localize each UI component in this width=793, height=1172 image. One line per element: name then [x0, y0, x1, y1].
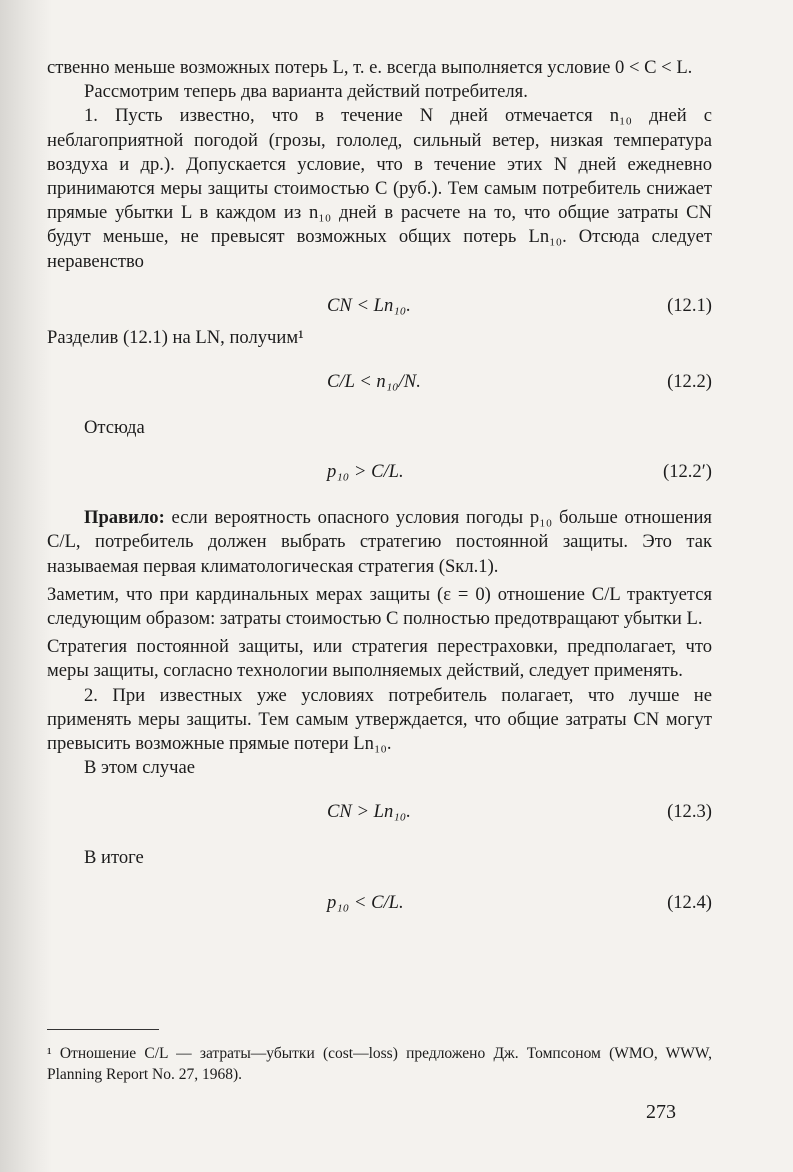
- page-body: [47, 56, 712, 937]
- paragraph-this-case: В этом случае: [84, 757, 195, 779]
- paragraph-hence: Отсюда: [84, 417, 145, 439]
- formula-12-1: [47, 294, 712, 318]
- paragraph-result: В итоге: [84, 847, 144, 869]
- formula-12-3: [47, 800, 712, 824]
- formula-expression: C/L < n₁₀/N.: [327, 371, 421, 393]
- rule-lead: Правило:: [84, 507, 165, 529]
- formula-12-2: [47, 370, 712, 394]
- formula-number: (12.1): [667, 294, 712, 316]
- formula-12-4: [47, 891, 712, 915]
- binding-shadow: [0, 0, 52, 1172]
- formula-12-2-prime: [47, 460, 712, 484]
- paragraph-rule: [47, 506, 712, 579]
- paragraph-divide: Разделив (12.1) на LN, получим¹: [47, 326, 304, 348]
- formula-number: (12.4): [667, 891, 712, 913]
- rule-text: если вероятность опасного условия погоды p₁₀ больше отношения C/L, потребитель должен выбрать стратегию постоянной защиты. Это так называемая первая климатологическая стратегия (Sкл.1).: [47, 507, 712, 577]
- footnote: ¹ Отношение C/L — затраты—убытки (cost—loss) предложено Дж. Томпсоном (WMO, WWW, Planning Report No. 27, 1968).: [47, 1045, 712, 1083]
- formula-number: (12.3): [667, 801, 712, 823]
- paragraph-intro-variants: Рассмотрим теперь два варианта действий потребителя.: [84, 81, 528, 103]
- paragraph-continuation: ственно меньше возможных потерь L, т. е. всегда выполняется условие 0 < C < L.: [47, 57, 693, 78]
- formula-number: (12.2′): [663, 461, 712, 483]
- formula-expression: CN > Ln₁₀.: [327, 801, 411, 823]
- page-number: 273: [646, 1101, 676, 1123]
- paragraph-variant-1: 1. Пусть известно, что в течение N дней отмечается n₁₀ дней с неблагоприятной погодой (грозы, гололед, сильный ветер, низкая температура воздуха и др.). Допускается условие, что в течение этих N дней ежедневно принимаются меры защиты стоимостью C (руб.). Тем самым потребитель снижает прямые убытки L в каждом из n₁₀ дней в расчете на то, что общие затраты CN будут меньше, не превысят возможных общих потерь Ln₁₀. Отсюда следует неравенство: [47, 105, 712, 272]
- paragraph-strategy: Стратегия постоянной защиты, или стратегия перестраховки, предполагает, что меры защиты, согласно технологии выполняемых действий, следует применять.: [47, 636, 712, 682]
- formula-expression: p₁₀ > C/L.: [327, 461, 404, 483]
- paragraph-note: Заметим, что при кардинальных мерах защиты (ε = 0) отношение C/L трактуется следующим образом: затраты стоимостью C полностью предотвращают убытки L.: [47, 583, 712, 630]
- footnote-divider: [47, 1029, 159, 1030]
- formula-expression: CN < Ln₁₀.: [327, 294, 411, 316]
- paragraph-variant-2: 2. При известных уже условиях потребитель полагает, что лучше не применять меры защиты. Тем самым утверждается, что общие затраты CN могут превысить возможные прямые потери Ln₁₀.: [47, 684, 712, 755]
- formula-expression: p₁₀ < C/L.: [327, 891, 404, 913]
- formula-number: (12.2): [667, 371, 712, 393]
